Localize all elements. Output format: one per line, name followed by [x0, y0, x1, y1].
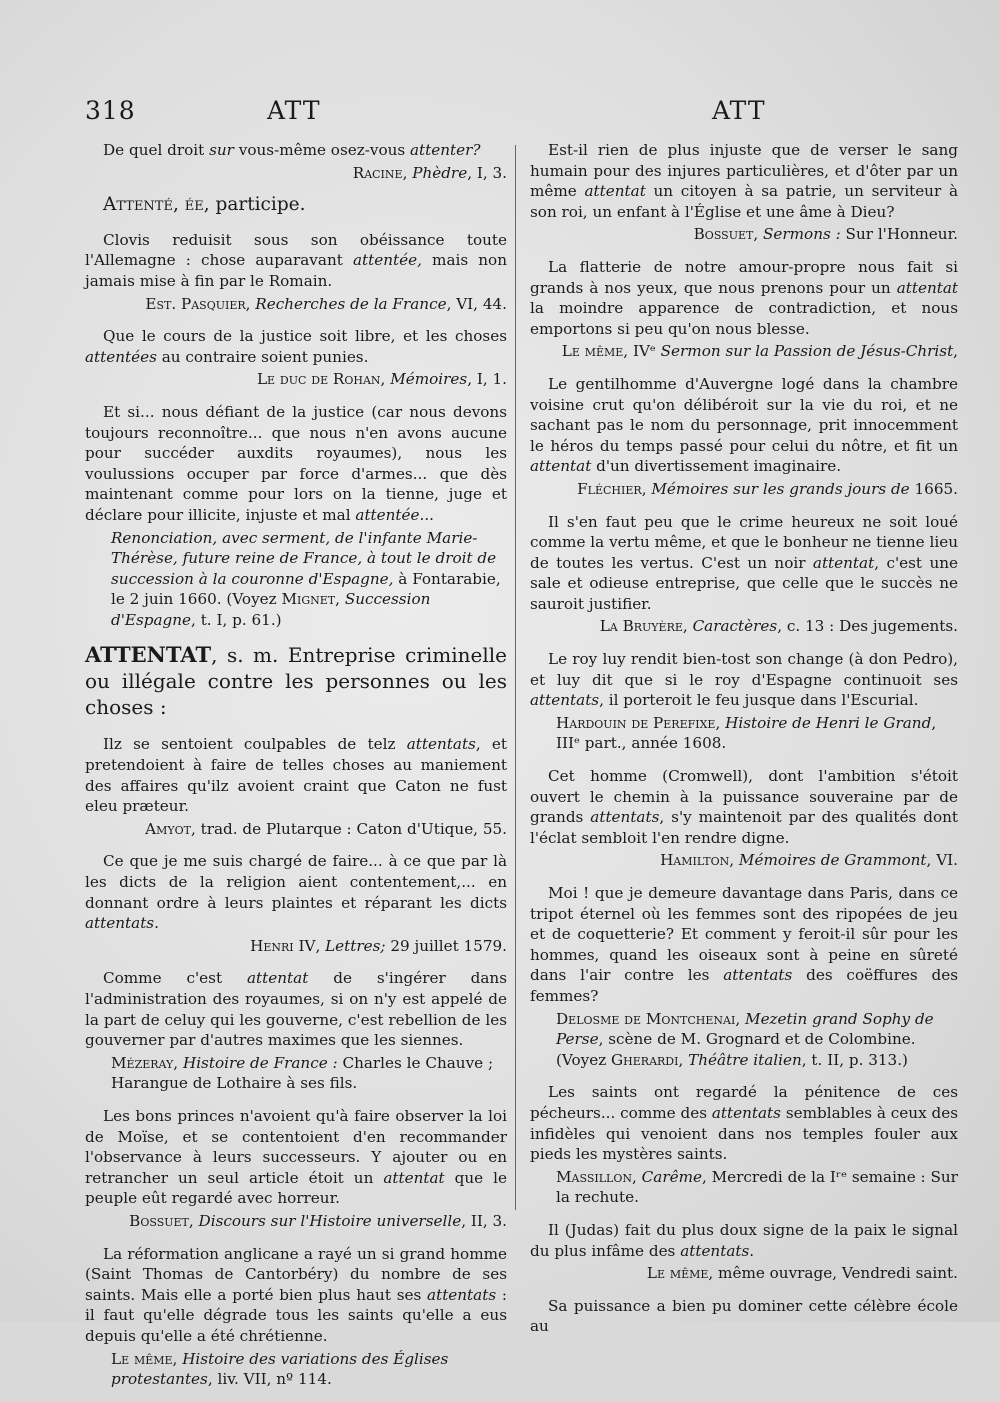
- left-headword: ATT: [267, 96, 321, 125]
- text-run: ,: [335, 590, 345, 609]
- italic-text: attentat: [584, 182, 646, 201]
- citation-source: [85, 1349, 507, 1390]
- text-run: Que le cours de la justice soit libre, et les choses: [103, 327, 507, 346]
- quotation: [85, 230, 507, 292]
- text-run: De quel droit: [103, 141, 210, 159]
- citation-source: [85, 528, 507, 631]
- text-run: ,: [953, 342, 958, 361]
- text-run: Est-il rien de plus injuste que de verser le sang humain pour des injures particulières, et d'ôter par un même: [530, 141, 958, 201]
- text-run: Ilz se sentoient coulpables de telz: [103, 735, 407, 754]
- text-run: , même ouvrage, Vendredi saint.: [708, 1264, 958, 1283]
- text-run: , Mercredi de la Iʳᵉ semaine : Sur la rechute.: [556, 1167, 958, 1207]
- quotation: [530, 883, 958, 1007]
- italic-text: attentées: [85, 347, 157, 366]
- italic-text: Histoire des variations des Églises protestantes: [111, 1349, 449, 1389]
- italic-text: Carême: [641, 1167, 702, 1186]
- text-run: Ce que je me suis chargé de faire... à ce que par là les dicts de la religion aient contentement,... en donnant ordre à leurs plaintes et réparant les dicts: [85, 852, 507, 912]
- text-run: Le même: [646, 1264, 709, 1283]
- quotation: [85, 402, 507, 526]
- quotation: [85, 851, 507, 933]
- text-run: Hardouin de Perefixe: [556, 713, 716, 732]
- text-run: Le roy luy rendit bien-tost son change (à don Pedro), et luy dit que si le roy d'Espagne continuoit ses: [530, 650, 958, 689]
- italic-text: Mémoires: [390, 370, 468, 389]
- text-run: à Fontarabie, le 2 juin 1660. (Voyez: [111, 569, 501, 609]
- quotation: [85, 734, 507, 816]
- italic-text: Sermons :: [763, 225, 841, 244]
- text-run: , IIIᵉ part., année 1608.: [556, 713, 937, 753]
- italic-text: Mémoires de Grammont: [738, 851, 927, 870]
- text-run: , t. I, p. 61.): [191, 610, 282, 629]
- citation-source: [85, 936, 507, 957]
- citation-source: [530, 341, 958, 362]
- citation-source: [530, 1009, 958, 1071]
- citation-source: [530, 616, 958, 637]
- quotation: [85, 1244, 507, 1347]
- text-run: Fléchier: [577, 479, 642, 498]
- text-run: , VI, 44.: [446, 294, 507, 313]
- text-run: Massillon: [556, 1167, 632, 1186]
- text-run: , trad. de Plutarque : Caton d'Utique, 55.: [190, 819, 507, 838]
- quotation: [530, 1220, 958, 1261]
- quotation: [85, 968, 507, 1050]
- italic-text: Phèdre: [412, 163, 468, 182]
- text-run: Le même: [561, 342, 624, 361]
- text-run: Est. Pasquier: [145, 294, 246, 313]
- text-run: Henri IV: [250, 936, 316, 955]
- page-number: 318: [85, 96, 136, 125]
- text-run: : il faut qu'elle dégrade tous les saints qu'elle a eus depuis qu'elle a été chrétienne.: [85, 1285, 507, 1345]
- italic-text: sur: [209, 141, 234, 159]
- text-run: Il s'en faut peu que le crime heureux ne soit loué comme la vertu même, et que le bonheur ne tienne lieu de toutes les vertus. C'est un noir: [530, 512, 958, 572]
- text-run: , participe.: [203, 194, 306, 216]
- text-run: , scène de M. Grognard et de Colombine. (Voyez: [556, 1030, 916, 1069]
- text-run: mais non jamais mise à fin par le Romain.: [85, 251, 507, 290]
- text-run: un citoyen à sa patrie, un serviteur à son roi, un enfant à l'Église et une âme à Dieu?: [530, 182, 958, 221]
- italic-text: attentats: [530, 691, 600, 710]
- text-run: des coëffures des femmes?: [530, 966, 958, 1005]
- text-run: La Bruyère: [599, 617, 683, 636]
- right-column: [530, 140, 958, 1339]
- text-run: Delosme de Montchenai: [556, 1009, 736, 1028]
- headword: ATTENTAT: [85, 642, 212, 668]
- italic-text: attentats: [85, 914, 155, 933]
- text-run: ,: [641, 479, 652, 498]
- italic-text: attentats: [427, 1285, 497, 1304]
- text-run: Hamilton: [660, 851, 730, 870]
- text-run: ,: [729, 851, 739, 870]
- text-run: Bossuet: [693, 225, 754, 244]
- text-run: , et pretendoient à faire de telles choses au maniement des affaires qu'ilz avoient craint que Caton ne fust eleu præteur.: [85, 735, 508, 816]
- text-run: Le même: [111, 1349, 173, 1368]
- text-run: ,: [682, 617, 693, 636]
- text-run: Il (Judas) fait du plus doux signe de la paix le signal du plus infâme des: [530, 1220, 958, 1260]
- text-run: Charles le Chauve ; Harangue de Lothaire à ses fils.: [111, 1053, 494, 1093]
- text-run: d'un divertissement imaginaire.: [591, 457, 842, 476]
- italic-text: Mezetin grand Sophy de Perse: [556, 1009, 934, 1049]
- quotation: [530, 649, 958, 711]
- citation-source: [530, 224, 958, 245]
- text-run: Mézeray: [111, 1053, 174, 1072]
- citation-source: [85, 369, 507, 390]
- text-run: , c'est une sale et odieuse entreprise, que celle que le succès ne sauroit justifier.: [530, 553, 958, 613]
- quotation: [85, 326, 507, 367]
- text-run: , I, 3.: [467, 163, 507, 182]
- text-run: ,: [380, 370, 391, 389]
- italic-text: Lettres;: [325, 936, 386, 955]
- text-run: , t. II, p. 313.): [801, 1050, 908, 1069]
- text-run: au contraire soient punies.: [156, 347, 369, 366]
- text-run: , I, 1.: [467, 370, 507, 389]
- text-run: la moindre apparence de contradiction, et nous emportons si peu qu'on nous blesse.: [530, 299, 958, 338]
- italic-text: Théâtre italien: [688, 1050, 802, 1069]
- citation-source: [530, 1167, 958, 1208]
- italic-text: Caractères: [692, 617, 778, 636]
- italic-text: Histoire de France :: [182, 1053, 338, 1072]
- text-run: ,: [402, 163, 413, 182]
- quotation: [530, 1082, 958, 1164]
- italic-text: attentats: [590, 808, 660, 827]
- text-run: 29 juillet 1579.: [385, 936, 507, 955]
- italic-text: attentat: [896, 278, 958, 297]
- text-run: , il porteroit le feu jusque dans l'Escurial.: [599, 691, 919, 710]
- text-run: vous-même osez-vous: [233, 141, 410, 159]
- text-run: Bossuet: [129, 1211, 189, 1230]
- quotation: [530, 257, 958, 339]
- italic-text: attentat: [383, 1168, 445, 1187]
- text-run: Attenté, ée: [103, 194, 204, 216]
- citation-source: [530, 479, 958, 500]
- text-run: de s'ingérer dans l'administration des royaumes, si on n'y est appelé de la part de celuy qui les gouverne, c'est rebellion de les gouverner par d'autres maximes que les siennes.: [85, 969, 507, 1050]
- text-run: ,: [631, 1167, 642, 1186]
- text-run: ,: [172, 1349, 183, 1368]
- text-run: .: [749, 1241, 755, 1260]
- text-run: ,: [315, 936, 326, 955]
- text-run: .: [154, 914, 159, 933]
- italic-text: attentats: [711, 1103, 781, 1122]
- quotation: [530, 140, 958, 222]
- text-run: ,: [245, 294, 256, 313]
- citation-source: [85, 1053, 507, 1094]
- italic-text: attentats: [680, 1241, 750, 1260]
- italic-text: attentats: [723, 966, 793, 985]
- text-run: 1665.: [909, 479, 958, 498]
- entry-heading: [85, 642, 507, 720]
- italic-text: attenter?: [410, 141, 481, 159]
- citation-source: [530, 1263, 958, 1284]
- citation-source: [85, 163, 507, 184]
- text-run: Amyot: [145, 819, 191, 838]
- italic-text: Discours sur l'Histoire universelle: [198, 1211, 462, 1230]
- text-run: ,: [678, 1050, 689, 1069]
- italic-text: attentats: [406, 735, 476, 754]
- text-run: Le gentilhomme d'Auvergne logé dans la chambre voisine crut qu'on délibéroit sur la vie du roi, et ne sachant pas le nom du personnage, prit innocemment le héros du temps passé pour celui du nôtre, et fit un: [530, 374, 958, 455]
- citation-source: [85, 294, 507, 315]
- text-run: , s'y maintenoit par des qualités dont l'éclat sembloit l'en rendre digne.: [530, 808, 958, 847]
- text-run: , c. 13 : Des jugements.: [777, 617, 958, 636]
- text-run: Les saints ont regardé la pénitence de ces pécheurs... comme des: [530, 1083, 958, 1122]
- italic-text: attentat: [812, 553, 875, 572]
- text-run: , II, 3.: [461, 1211, 507, 1230]
- text-run: , VI.: [926, 851, 958, 870]
- text-run: La réformation anglicane a rayé un si grand homme (Saint Thomas de Cantorbéry) du nombre de ses saints. Mais elle a porté bien plus haut ses: [85, 1244, 507, 1304]
- citation-source: [530, 850, 958, 871]
- quotation: [85, 140, 507, 161]
- text-run: semblables à ceux des infidèles qui venoient dans nos temples fouler aux pieds les mystères saints.: [530, 1103, 959, 1164]
- italic-text: Recherches de la France: [255, 294, 447, 313]
- italic-text: Sermon sur la Passion de Jésus-Christ: [660, 342, 954, 361]
- text-run: Sur l'Honneur.: [840, 225, 958, 244]
- text-run: Racine: [352, 163, 403, 182]
- italic-text: attentat: [530, 457, 592, 476]
- text-run: Clovis reduisit sous son obéissance toute l'Allemagne : chose auparavant: [85, 230, 507, 270]
- text-run: ,: [715, 713, 726, 732]
- text-run: Sa puissance a bien pu dominer cette célèbre école au: [530, 1296, 958, 1336]
- text-run: que le peuple eût regardé avec horreur.: [85, 1168, 507, 1208]
- text-run: , s. m. Entreprise criminelle ou illégale contre les personnes ou les choses :: [85, 643, 507, 720]
- text-run: , IVᵉ: [623, 342, 661, 361]
- text-run: Gherardi: [611, 1050, 679, 1069]
- citation-source: [530, 713, 958, 754]
- text-run: Mignet: [281, 590, 336, 609]
- quotation: [530, 374, 958, 477]
- citation-source: [85, 819, 507, 840]
- italic-text: Succession d'Espagne: [111, 590, 431, 629]
- text-run: La flatterie de notre amour-propre nous fait si grands à nos yeux, que nous prenons pour un: [530, 257, 958, 297]
- citation-source: [85, 1211, 507, 1232]
- quotation: [530, 766, 958, 848]
- right-headword: ATT: [712, 96, 766, 125]
- text-run: Et si... nous défiant de la justice (car nous devons toujours reconnoître... que nous n'en avons aucune pour succéder auxdits royaumes), nous les voulussions occuper par force d'armes... que dès maintenant comme pour lors on la tienne, juge et déclare pour illicite, injuste et mal: [85, 402, 507, 524]
- text-run: Moi ! que je demeure davantage dans Paris, dans ce tripot éternel où les femmes sont des ripopées de jeu et de coquetterie? Et comment y feroit-il sûr pour les hommes, quand les oiseaux sont à peine en sûreté dans l'air contre les: [530, 884, 958, 985]
- text-run: Les bons princes n'avoient qu'à faire observer la loi de Moïse, et se contentoient d'en recommander l'observance à leurs successeurs. Y ajouter ou en retrancher un seul article étoit un: [85, 1106, 507, 1187]
- text-run: Comme c'est: [103, 969, 247, 988]
- quotation: [530, 512, 958, 615]
- text-run: ,: [188, 1211, 199, 1230]
- text-run: Le duc de Rohan: [256, 370, 381, 389]
- italic-text: Renonciation, avec serment, de l'infante Marie-Thérèse, future reine de France, à tout le droit de succession à la couronne d'Espagne,: [111, 528, 497, 588]
- column-divider: [515, 145, 516, 1210]
- italic-text: Histoire de Henri le Grand: [725, 713, 932, 732]
- text-run: ,: [735, 1009, 746, 1028]
- text-run: ,: [173, 1053, 183, 1072]
- text-run: , liv. VII, nº 114.: [207, 1370, 332, 1389]
- italic-text: attentée,: [352, 251, 422, 270]
- entry-heading: [103, 195, 507, 216]
- quotation: [85, 1106, 507, 1209]
- quotation: [530, 1296, 958, 1337]
- text-run: ,: [753, 225, 763, 244]
- italic-text: attentée...: [355, 505, 434, 524]
- text-run: Cet homme (Cromwell), dont l'ambition s'étoit ouvert le chemin à la puissance souveraine par de grands: [530, 767, 958, 827]
- italic-text: Mémoires sur les grands jours de: [651, 479, 910, 498]
- left-column: [85, 140, 507, 1402]
- italic-text: attentat: [247, 969, 309, 988]
